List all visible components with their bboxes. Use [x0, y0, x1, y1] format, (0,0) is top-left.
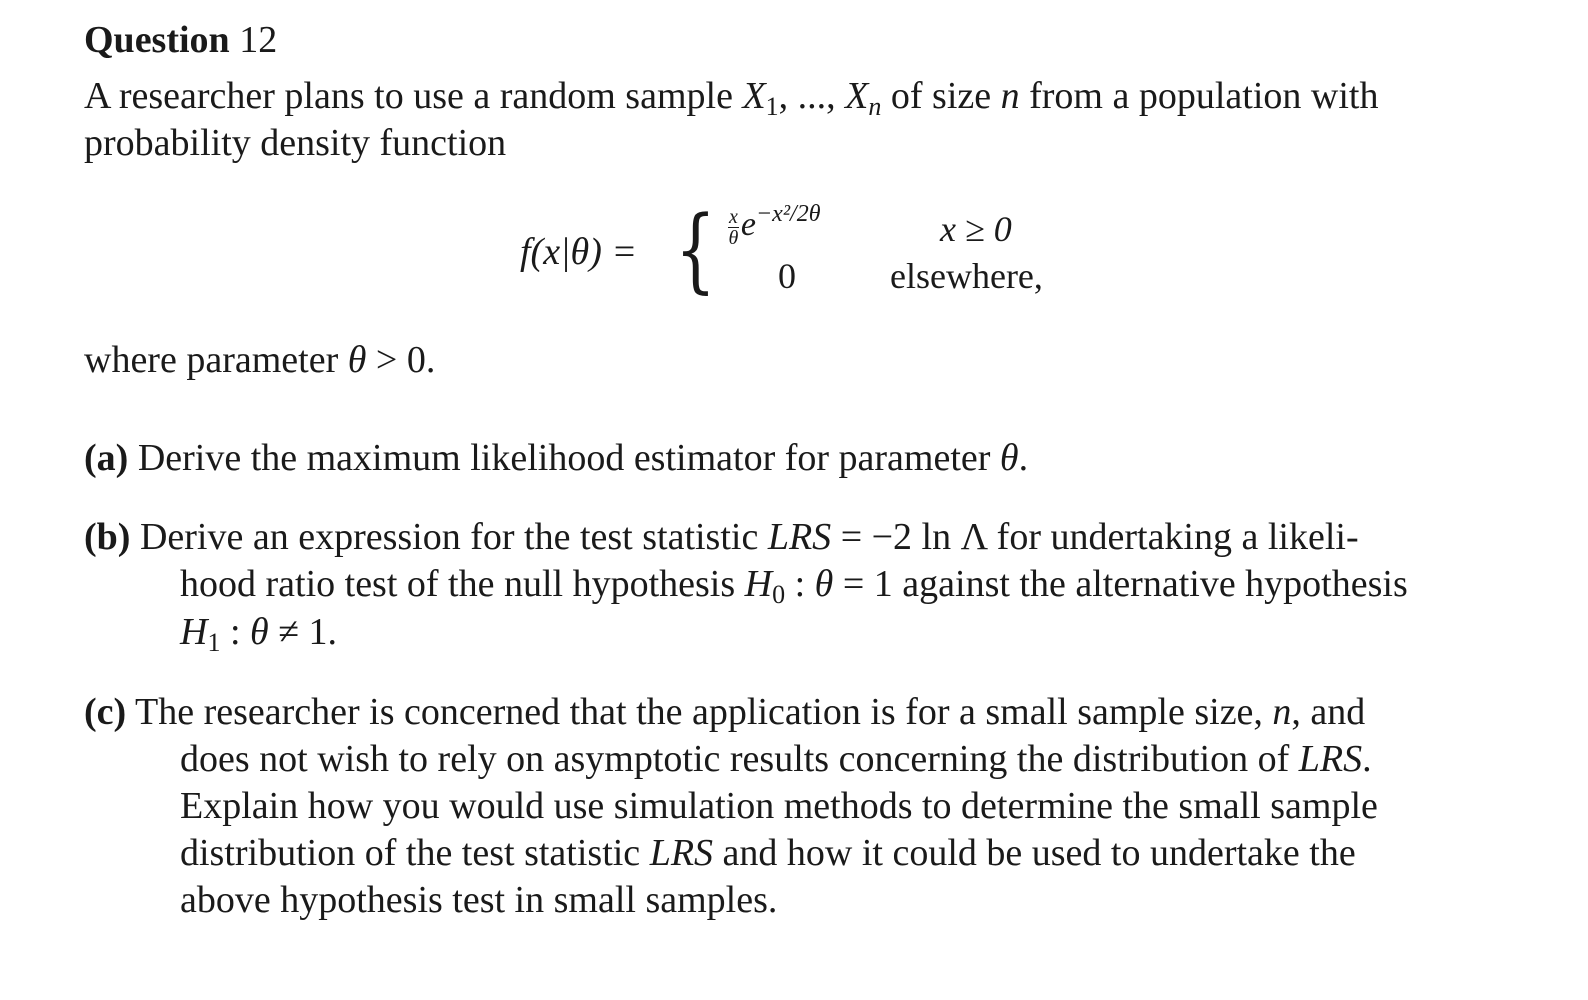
subscript-0: 0	[772, 580, 786, 609]
fraction-numerator: x	[729, 205, 738, 228]
part-b-line-1	[84, 515, 1359, 559]
question-heading	[84, 18, 277, 62]
where-rest: > 0.	[366, 339, 436, 381]
pdf-equation	[520, 196, 1080, 310]
ellipsis: , ...,	[778, 75, 846, 117]
part-c-text: and how it could be used to undertake the	[713, 832, 1356, 874]
part-b-text: hood ratio test of the null hypothesis	[180, 563, 745, 605]
period: .	[1018, 437, 1029, 479]
question-word: Question	[84, 19, 230, 61]
part-a-text: Derive the maximum likelihood estimator for parameter	[128, 437, 1000, 479]
subscript-1: 1	[207, 628, 221, 657]
fraction	[728, 207, 739, 248]
var-n: n	[1272, 691, 1292, 733]
where-text: where parameter	[84, 339, 348, 381]
exponent: −x²/2θ	[755, 201, 821, 227]
part-c-text: does not wish to rely on asymptotic results concerning the distribution of	[180, 738, 1299, 780]
part-c-line-3: Explain how you would use simulation methods to determine the small sample	[180, 785, 1378, 827]
var-theta: θ	[999, 437, 1019, 479]
colon: :	[785, 563, 815, 605]
part-b-label: (b)	[84, 516, 131, 558]
var-h: H	[744, 563, 773, 605]
var-theta: θ	[814, 563, 834, 605]
part-c-line-5: above hypothesis test in small samples.	[180, 879, 778, 921]
part-b-text: ≠ 1.	[268, 611, 338, 653]
var-theta: θ	[250, 611, 269, 653]
var-theta: θ	[347, 339, 367, 381]
part-c-line-2	[180, 737, 1372, 781]
fraction-denominator: θ	[728, 226, 739, 249]
part-c-line-4	[180, 831, 1356, 875]
question-number: 12	[239, 19, 278, 61]
exp-base: e	[740, 206, 756, 243]
intro-text: A researcher plans to use a random sample	[84, 75, 743, 117]
colon: :	[220, 611, 251, 653]
part-c-label: (c)	[84, 691, 127, 733]
var-h: H	[180, 611, 208, 653]
part-b-line-2	[180, 562, 1408, 610]
part-b-text: Derive an expression for the test statistic	[130, 516, 768, 558]
var-x: X	[742, 75, 766, 117]
cases-brace: {	[675, 196, 716, 303]
var-lrs: LRS	[1298, 738, 1363, 780]
var-lrs: LRS	[649, 832, 714, 874]
condition-2: elsewhere,	[890, 256, 1043, 296]
intro-line-2: probability density function	[84, 122, 507, 164]
part-b-text: = 1 against the alternative hypothesis	[833, 563, 1408, 605]
subscript-n: n	[868, 92, 882, 121]
pdf-case-1	[728, 201, 821, 249]
var-lrs: LRS	[767, 516, 832, 558]
part-c-text: distribution of the test statistic	[180, 832, 650, 874]
parameter-condition	[84, 338, 435, 382]
part-a-label: (a)	[84, 437, 129, 479]
pdf-case-2: 0	[778, 256, 796, 296]
part-c-text: , and	[1291, 691, 1366, 733]
part-a	[84, 436, 1028, 480]
intro-text: of size	[881, 75, 1001, 117]
intro-text: from a population with	[1019, 75, 1379, 117]
period: .	[1362, 738, 1372, 780]
var-x: X	[845, 75, 869, 117]
part-b-line-3	[180, 610, 337, 658]
var-n: n	[1000, 75, 1020, 117]
part-c-line-1	[84, 690, 1365, 734]
part-b-text: = −2 ln Λ for undertaking a likeli-	[831, 516, 1359, 558]
subscript-1: 1	[765, 92, 779, 121]
intro-line-1	[84, 74, 1378, 122]
part-c-text: The researcher is concerned that the application is for a small sample size,	[126, 691, 1273, 733]
condition-1: x ≥ 0	[940, 209, 1012, 249]
pdf-lhs: f(x|θ) =	[520, 231, 637, 273]
